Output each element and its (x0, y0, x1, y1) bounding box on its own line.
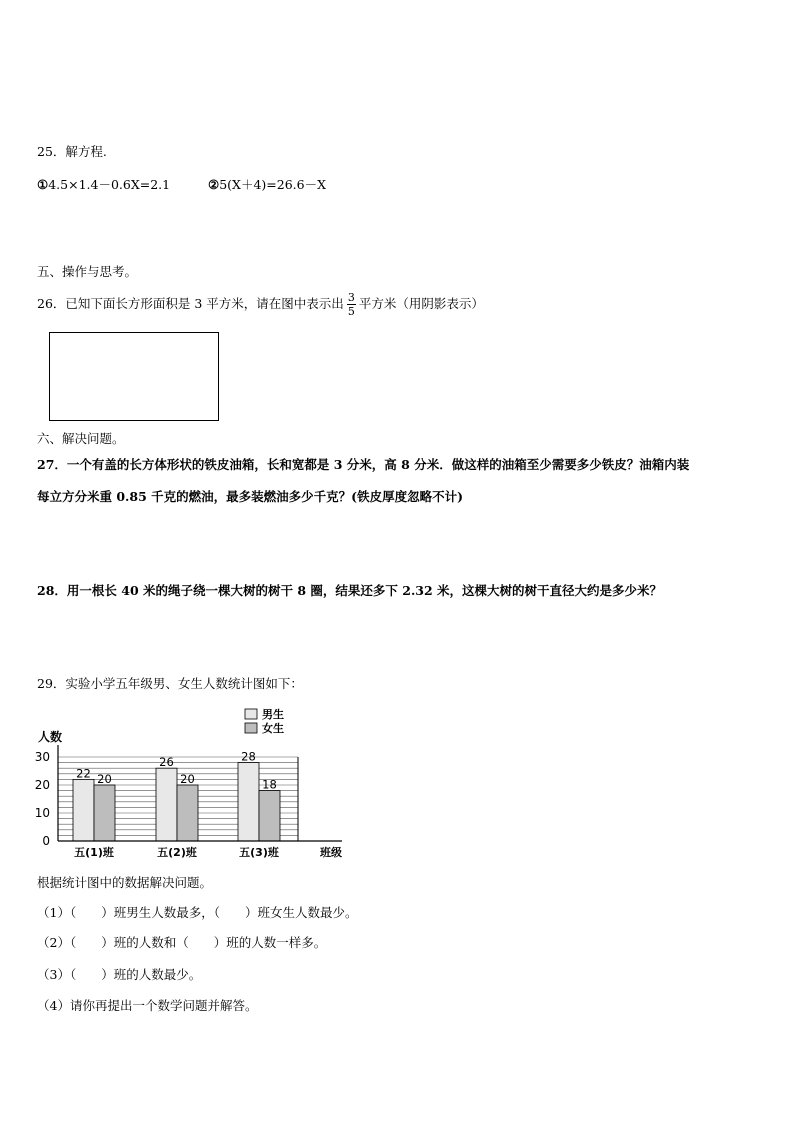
y-tick-label: 30 (34, 750, 50, 764)
section-6-title: 六、解决问题。 (37, 431, 125, 446)
bar-value-label: 18 (262, 777, 277, 792)
bar-value-label: 26 (159, 755, 174, 770)
y-tick-label: 20 (34, 778, 50, 792)
q27-line-1: 27．一个有盖的长方体形状的铁皮油箱，长和宽都是 3 分米，高 8 分米．做这样的油箱至少需要多少铁皮？油箱内装 (37, 457, 690, 472)
q29-title: 29．实验小学五年级男、女生人数统计图如下： (37, 676, 303, 691)
bar-girls (177, 785, 198, 841)
q25-title: 25．解方程. (37, 144, 107, 159)
q26-text-before: 26．已知下面长方形面积是 3 平方米，请在图中表示出 (37, 296, 344, 311)
legend-label: 女生 (262, 722, 284, 735)
category-label: 五(2)班 (157, 846, 197, 859)
bar-boys (73, 779, 94, 841)
bar-girls (259, 791, 280, 841)
fraction-three-fifths: $\frac{3}{5}$ (347, 291, 355, 318)
q27-line-2: 每立方分米重 0.85 千克的燃油，最多装燃油多少千克？(铁皮厚度忽略不计) (37, 489, 463, 504)
section-5-title: 五、操作与思考。 (37, 264, 138, 279)
q29-intro: 根据统计图中的数据解决问题。 (37, 875, 213, 890)
bar-boys (238, 763, 259, 841)
category-label: 五(3)班 (239, 846, 279, 859)
q29-sub-3: （3）（ ）班的人数最少。 (37, 967, 202, 982)
bar-value-label: 28 (241, 749, 256, 764)
q29-sub-1: （1）（ ）班男生人数最多，（ ）班女生人数最少。 (37, 905, 358, 920)
q29-sub-2: （2）（ ）班的人数和（ ）班的人数一样多。 (37, 935, 327, 950)
legend-label: 男生 (262, 708, 284, 721)
legend-swatch (245, 709, 257, 719)
equation-2-text: 5(X＋4)=26.6－X (219, 177, 326, 192)
chart-legend (245, 707, 284, 735)
bar-boys (156, 768, 177, 841)
x-axis-label: 班级 (320, 846, 342, 859)
q29-bar-chart (30, 700, 360, 865)
q25-equation-1 (37, 179, 170, 192)
legend-swatch (245, 723, 257, 733)
circled-one-mark: ① (37, 177, 49, 192)
q26-rectangle[interactable] (49, 332, 219, 421)
bar-value-label: 20 (180, 772, 195, 786)
q26-text-after: 平方米（用阴影表示） (358, 296, 484, 311)
circled-two-mark: ② (208, 177, 220, 192)
q26-text (37, 292, 484, 317)
bar-girls (94, 785, 115, 841)
y-tick-label: 0 (42, 834, 50, 848)
bar-value-label: 20 (97, 772, 112, 786)
q28-text: 28．用一根长 40 米的绳子绕一棵大树的树干 8 圈，结果还多下 2.32 米，这棵大树的树干直径大约是多少米？ (37, 583, 663, 598)
q25-equation-2 (208, 179, 326, 192)
bar-value-label: 22 (76, 766, 91, 781)
q29-sub-4: （4）请你再提出一个数学问题并解答。 (37, 998, 258, 1013)
category-label: 五(1)班 (74, 846, 114, 859)
equation-1-text: 4.5×1.4－0.6X=2.1 (48, 177, 171, 192)
y-axis-label: 人数 (38, 730, 63, 744)
y-tick-label: 10 (34, 806, 50, 820)
